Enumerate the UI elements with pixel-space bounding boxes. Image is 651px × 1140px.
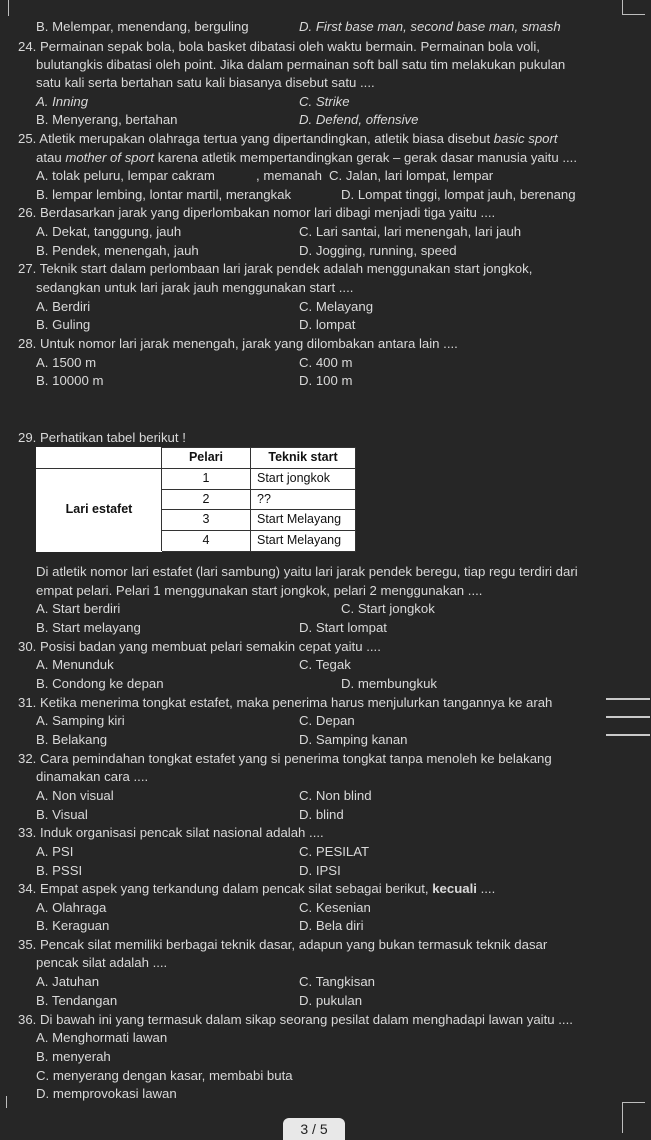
q27-option-b: B. Guling	[36, 317, 91, 332]
q35-option-a: A. Jatuhan	[36, 974, 100, 989]
q29-option-d: D. Start lompat	[299, 620, 387, 635]
table-cell-pelari: 4	[162, 531, 251, 552]
q27-option-a: A. Berdiri	[36, 299, 91, 314]
relay-start-table	[36, 447, 356, 552]
q28-option-b: B. 10000 m	[36, 373, 104, 388]
q33-option-a: A. PSI	[36, 844, 74, 859]
q29-text-line2: empat pelari. Pelari 1 menggunakan start jongkok, pelari 2 menggunakan ....	[36, 583, 483, 598]
q32-option-c: C. Non blind	[299, 788, 372, 803]
q35-text-line2: pencak silat adalah ....	[36, 955, 168, 970]
q32-option-d: D. blind	[299, 807, 344, 822]
q29-text-line1: Di atletik nomor lari estafet (lari sambung) yaitu lari jarak pendek beregu, tiap regu terdiri dari	[36, 564, 578, 579]
table-empty-corner	[37, 448, 162, 469]
q28-option-c: C. 400 m	[299, 355, 353, 370]
q25-option-c: C. Jalan, lari lompat, lempar	[329, 168, 494, 183]
q26-option-d: D. Jogging, running, speed	[299, 243, 457, 258]
q26-text-line1: 26. Berdasarkan jarak yang diperlombakan nomor lari dibagi menjadi tiga yaitu ....	[18, 205, 496, 220]
q33-text-line1: 33. Induk organisasi pencak silat nasional adalah ....	[18, 825, 324, 840]
q35-option-b: B. Tendangan	[36, 993, 118, 1008]
q26-option-c: C. Lari santai, lari menengah, lari jauh	[299, 224, 522, 239]
q33-option-c: C. PESILAT	[299, 844, 370, 859]
q25-option-d: D. Lompat tinggi, lompat jauh, berenang	[341, 187, 576, 202]
q34-option-b: B. Keraguan	[36, 918, 110, 933]
q24-text-line1: 24. Permainan sepak bola, bola basket dibatasi oleh waktu bermain. Permainan bola voli,	[18, 39, 540, 54]
q25-option-a-continuation: , memanah	[256, 168, 322, 183]
q32-text-line2: dinamakan cara ....	[36, 769, 149, 784]
q30-option-c: C. Tegak	[299, 657, 351, 672]
q27-text-line2: sedangkan untuk lari jarak jauh menggunakan start ....	[36, 280, 354, 295]
corner-mark-top-right	[622, 0, 645, 15]
q35-option-c: C. Tangkisan	[299, 974, 375, 989]
table-group-label: Lari estafet	[37, 468, 162, 551]
q23-option-b: B. Melempar, menendang, berguling	[36, 19, 249, 34]
corner-mark-bottom-right	[622, 1102, 645, 1133]
q36-text-line1: 36. Di bawah ini yang termasuk dalam sikap seorang pesilat dalam menghadapi lawan yaitu ....	[18, 1012, 573, 1027]
page-indicator: 3 / 5	[283, 1118, 345, 1140]
menu-icon[interactable]	[606, 692, 651, 746]
q35-option-d: D. pukulan	[299, 993, 363, 1008]
q31-option-c: C. Depan	[299, 713, 355, 728]
q34-option-d: D. Bela diri	[299, 918, 364, 933]
q36-option-b: B. menyerah	[36, 1049, 111, 1064]
q27-option-c: C. Melayang	[299, 299, 374, 314]
q30-option-b: B. Condong ke depan	[36, 676, 164, 691]
q25-option-b: B. lempar lembing, lontar martil, merangkak	[36, 187, 292, 202]
q24-text-line3: satu kali serta bertahan satu kali biasanya disebut satu ....	[36, 75, 375, 90]
q30-option-a: A. Menunduk	[36, 657, 114, 672]
q28-option-a: A. 1500 m	[36, 355, 97, 370]
menu-bar	[606, 698, 650, 700]
q31-option-d: D. Samping kanan	[299, 732, 408, 747]
q25-text-line1: 25. Atletik merupakan olahraga tertua yang dipertandingkan, atletik biasa disebut basic sport	[18, 131, 558, 146]
q28-text-line1: 28. Untuk nomor lari jarak menengah, jarak yang dilombakan antara lain ....	[18, 336, 458, 351]
table-cell-teknik: Start jongkok	[251, 468, 356, 489]
q31-text-line1: 31. Ketika menerima tongkat estafet, maka penerima harus menjulurkan tangannya ke arah	[18, 695, 553, 710]
q29-intro: 29. Perhatikan tabel berikut !	[18, 430, 186, 445]
q34-option-c: C. Kesenian	[299, 900, 371, 915]
table-cell-teknik: Start Melayang	[251, 510, 356, 531]
table-cell-teknik: Start Melayang	[251, 531, 356, 552]
q28-option-d: D. 100 m	[299, 373, 353, 388]
q32-option-a: A. Non visual	[36, 788, 114, 803]
q35-text-line1: 35. Pencak silat memiliki berbagai teknik dasar, adapun yang bukan termasuk teknik dasar	[18, 937, 548, 952]
q23-option-d: D. First base man, second base man, smash	[299, 19, 561, 34]
q36-option-a: A. Menghormati lawan	[36, 1030, 168, 1045]
q31-option-b: B. Belakang	[36, 732, 108, 747]
q24-option-c: C. Strike	[299, 94, 350, 109]
q29-option-b: B. Start melayang	[36, 620, 141, 635]
q24-text-line2: bulutangkis dibatasi oleh point. Jika dalam permainan soft ball satu tim melakukan pukulan	[36, 57, 566, 72]
q24-option-b: B. Menyerang, bertahan	[36, 112, 178, 127]
q24-option-d: D. Defend, offensive	[299, 112, 419, 127]
q25-option-a: A. tolak peluru, lempar cakram	[36, 168, 215, 183]
q26-option-a: A. Dekat, tanggung, jauh	[36, 224, 182, 239]
table-header-row	[37, 448, 356, 469]
corner-mark-bottom-left	[0, 1096, 7, 1108]
q24-option-a: A. Inning	[36, 94, 89, 109]
q29-option-c: C. Start jongkok	[341, 601, 435, 616]
q27-text-line1: 27. Teknik start dalam perlombaan lari jarak pendek adalah menggunakan start jongkok,	[18, 261, 533, 276]
q33-option-d: D. IPSI	[299, 863, 341, 878]
q29-option-a: A. Start berdiri	[36, 601, 121, 616]
menu-bar	[606, 734, 650, 736]
q30-text-line1: 30. Posisi badan yang membuat pelari semakin cepat yaitu ....	[18, 639, 381, 654]
table-row	[37, 468, 356, 489]
q36-option-c: C. menyerang dengan kasar, membabi buta	[36, 1068, 293, 1083]
table-header-pelari: Pelari	[162, 448, 251, 469]
q36-option-d: D. memprovokasi lawan	[36, 1086, 177, 1101]
q27-option-d: D. lompat	[299, 317, 356, 332]
table-cell-teknik: ??	[251, 489, 356, 510]
q30-option-d: D. membungkuk	[341, 676, 438, 691]
q32-option-b: B. Visual	[36, 807, 88, 822]
q31-option-a: A. Samping kiri	[36, 713, 125, 728]
table-cell-pelari: 2	[162, 489, 251, 510]
q26-option-b: B. Pendek, menengah, jauh	[36, 243, 199, 258]
corner-mark-top-left	[0, 0, 9, 16]
q34-text-line1: 34. Empat aspek yang terkandung dalam pencak silat sebagai berikut, kecuali ....	[18, 881, 496, 896]
q33-option-b: B. PSSI	[36, 863, 83, 878]
table-cell-pelari: 1	[162, 468, 251, 489]
q34-option-a: A. Olahraga	[36, 900, 107, 915]
q32-text-line1: 32. Cara pemindahan tongkat estafet yang si penerima tongkat tanpa menoleh ke belakang	[18, 751, 552, 766]
table-header-teknik: Teknik start	[251, 448, 356, 469]
menu-bar	[606, 716, 650, 718]
table-cell-pelari: 3	[162, 510, 251, 531]
q25-text-line2: atau mother of sport karena atletik mempertandingkan gerak – gerak dasar manusia yaitu ....	[36, 150, 577, 165]
